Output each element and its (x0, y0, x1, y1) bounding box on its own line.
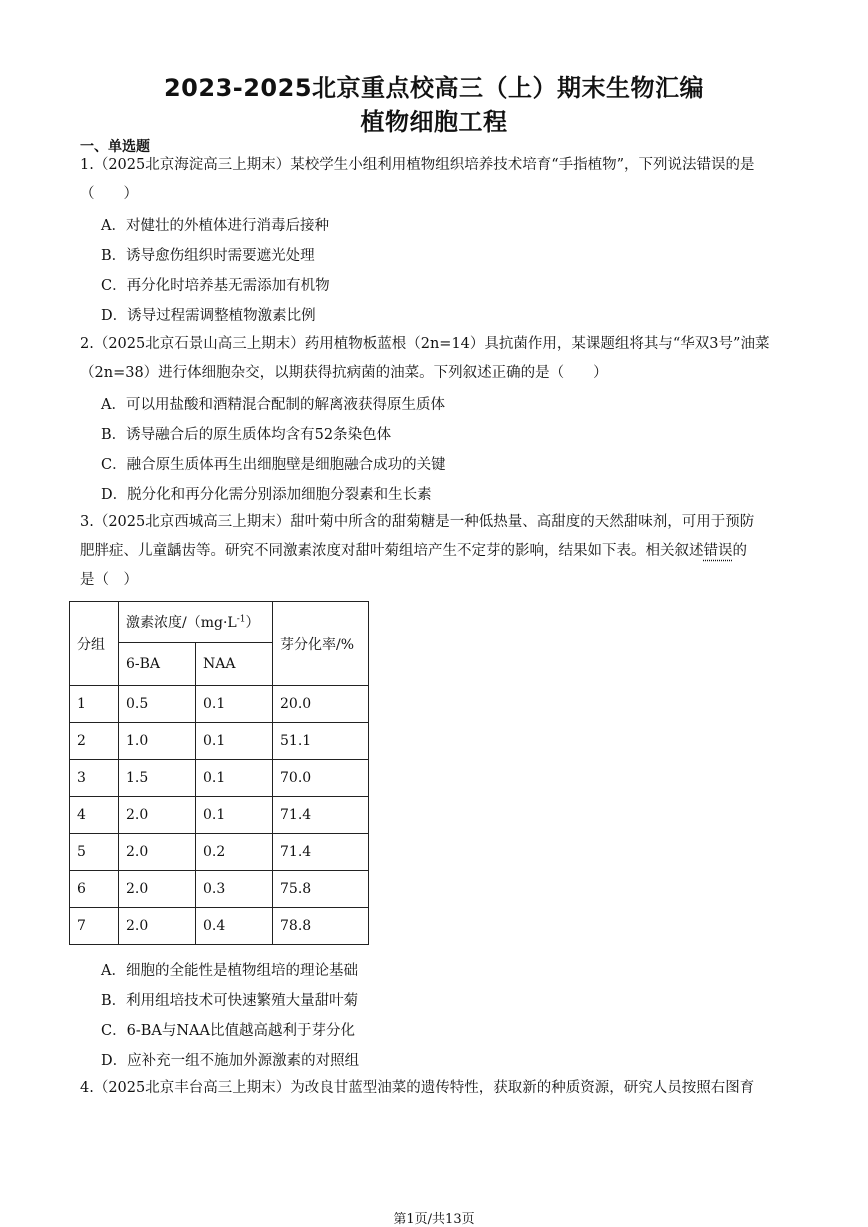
q3-option-d: D．应补充一组不施加外源激素的对照组 (101, 1053, 360, 1069)
hormone-table (69, 601, 369, 945)
q1-stem-line2: （ ） (80, 186, 138, 202)
q3-option-c: C．6-BA与NAA比值越高越利于芽分化 (101, 1023, 355, 1039)
table-row: 4 2.0 0.1 71.4 (70, 797, 369, 834)
table-header-rate: 芽分化率/% (273, 602, 369, 686)
q2-option-c: C．融合原生质体再生出细胞壁是细胞融合成功的关键 (101, 457, 446, 473)
section-heading: 一、单选题 (80, 139, 150, 155)
table-row: 7 2.0 0.4 78.8 (70, 908, 369, 945)
q3-option-b: B．利用组培技术可快速繁殖大量甜叶菊 (101, 993, 359, 1009)
table-row: 2 1.0 0.1 51.1 (70, 723, 369, 760)
table-row: 5 2.0 0.2 71.4 (70, 834, 369, 871)
q1-option-a: A．对健壮的外植体进行消毒后接种 (101, 218, 329, 234)
q2-option-d: D．脱分化和再分化需分别添加细胞分裂素和生长素 (101, 487, 432, 503)
q1-stem-line1: 1.（2025北京海淀高三上期末）某校学生小组利用植物组织培养技术培育“手指植物”，下列说法错误的是 (80, 157, 755, 173)
q3-stem-line3: 是（ ） (80, 572, 138, 588)
q2-option-a: A．可以用盐酸和酒精混合配制的解离液获得原生质体 (101, 397, 445, 413)
q1-option-d: D．诱导过程需调整植物激素比例 (101, 308, 316, 324)
q2-stem-line2: （2n=38）进行体细胞杂交，以期获得抗病菌的油菜。下列叙述正确的是（ ） (80, 365, 608, 381)
q3-stem-line2: 肥胖症、儿童龋齿等。研究不同激素浓度对甜叶菊组培产生不定芽的影响，结果如下表。相关叙述错误的 (80, 543, 747, 559)
q1-option-b: B．诱导愈伤组织时需要遮光处理 (101, 248, 315, 264)
table-row: 1 0.5 0.1 20.0 (70, 686, 369, 723)
q2-option-b: B．诱导融合后的原生质体均含有52条染色体 (101, 427, 392, 443)
q4-stem-line1: 4.（2025北京丰台高三上期末）为改良甘蓝型油菜的遗传特性，获取新的种质资源，研究人员按照右图育 (80, 1080, 755, 1096)
table-header-concentration: 激素浓度$/(mg\cdot L^{-1})$ (119, 602, 273, 643)
document-title: 2023-2025北京重点校高三（上）期末生物汇编 (163, 74, 705, 102)
table-row: 6 2.0 0.3 75.8 (70, 871, 369, 908)
table-header-6ba: 6-BA (119, 643, 196, 686)
q3-stem-line1: 3.（2025北京西城高三上期末）甜叶菊中所含的甜菊糖是一种低热量、高甜度的天然甜味剂，可用于预防 (80, 514, 755, 530)
q1-option-c: C．再分化时培养基无需添加有机物 (101, 278, 330, 294)
emphasis-word: 错误 (703, 543, 733, 559)
q3-option-a: A．细胞的全能性是植物组培的理论基础 (101, 963, 358, 979)
page-footer: 第1页/共13页 (393, 1212, 475, 1227)
table-header-naa: NAA (196, 643, 273, 686)
table-header-group: 分组 (70, 602, 119, 686)
q2-stem-line1: 2.（2025北京石景山高三上期末）药用植物板蓝根（2n=14）具抗菌作用，某课题组将其与“华双3号”油菜 (80, 336, 770, 352)
table-row: 3 1.5 0.1 70.0 (70, 760, 369, 797)
document-subtitle: 植物细胞工程 (360, 108, 508, 136)
